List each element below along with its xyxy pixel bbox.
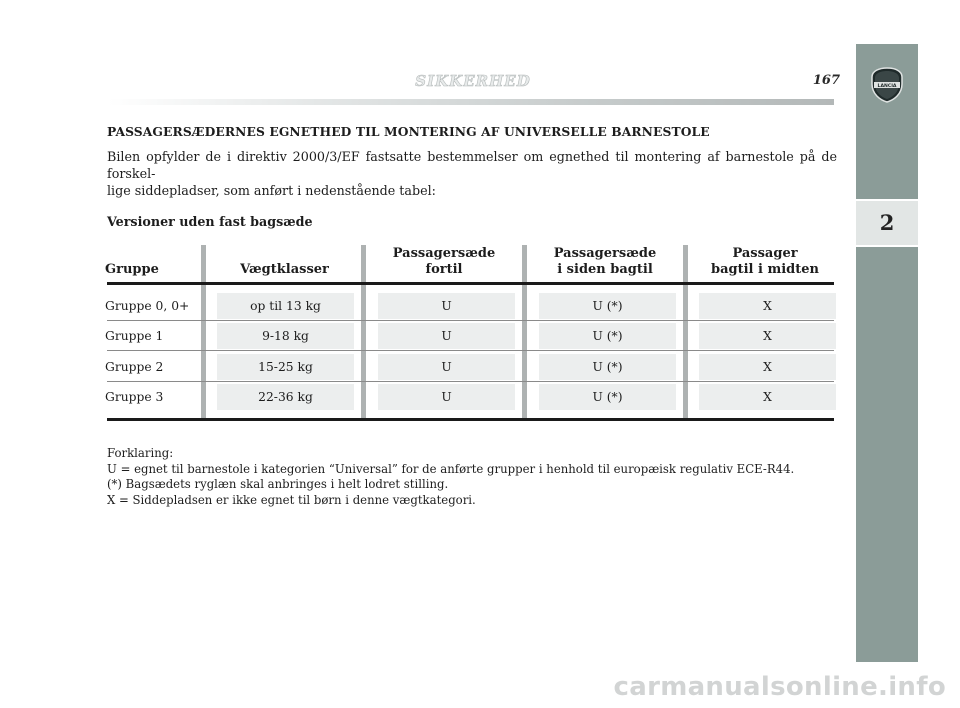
cell-siden-bagtil: U (*) [592, 299, 623, 313]
cell-fortil: U [441, 299, 452, 313]
cell-siden-bagtil: U (*) [592, 360, 623, 374]
cell-vaegtklasse: 15-25 kg [258, 360, 313, 374]
page-number: 167 [812, 73, 840, 88]
intro-line: lige siddepladser, som anført i nedenstående tabel: [107, 183, 436, 198]
cell-midten: X [763, 360, 772, 374]
column-separator [201, 245, 206, 419]
header-passagersaede-fortil: Passagersæde fortil [392, 246, 496, 277]
column-separator [361, 245, 366, 419]
cell-fortil: U [441, 360, 452, 374]
header-rule [108, 99, 834, 105]
row-divider [107, 320, 834, 321]
cell-midten: X [763, 390, 772, 404]
row-divider [107, 381, 834, 382]
legend-line-u: U = egnet til barnestole i kategorien “Universal” for de anførte grupper i henhold til europæisk regulativ ECE-R44. [107, 461, 795, 476]
cell-fortil: U [441, 390, 452, 404]
document-heading: PASSAGERSÆDERNES EGNETHED TIL MONTERING AF UNIVERSELLE BARNESTOLE [107, 124, 710, 139]
cell-vaegtklasse: op til 13 kg [250, 299, 321, 313]
intro-paragraph [107, 148, 837, 199]
header-vaegtklasser: Vægtklasser [240, 262, 329, 277]
cell-siden-bagtil: U (*) [592, 329, 623, 343]
cell-midten: X [763, 329, 772, 343]
cell-gruppe: Gruppe 1 [105, 329, 164, 343]
watermark: carmanualsonline.info [613, 672, 946, 702]
cell-vaegtklasse: 22-36 kg [258, 390, 313, 404]
cell-siden-bagtil: U (*) [592, 390, 623, 404]
header-passager-midten: Passager bagtil i midten [711, 246, 819, 277]
row-divider [107, 350, 834, 351]
logo-text: LANCIA [877, 84, 897, 89]
legend-line-x: X = Siddepladsen er ikke egnet til børn i denne vægtkategori. [107, 492, 476, 507]
intro-line: Bilen opfylder de i direktiv 2000/3/EF fastsatte bestemmelser om egnethed til montering af barnestole på de forskel- [107, 149, 837, 181]
legend-line-star: (*) Bagsædets ryglæn skal anbringes i helt lodret stilling. [107, 477, 449, 491]
cell-gruppe: Gruppe 0, 0+ [105, 299, 190, 313]
column-separator [683, 245, 688, 419]
table-subheading: Versioner uden fast bagsæde [107, 214, 313, 229]
table-bottom-rule [107, 418, 834, 421]
lancia-shield-logo-icon [870, 67, 904, 103]
section-title: SIKKERHED [415, 72, 531, 90]
legend [107, 446, 794, 508]
header-passagersaede-siden: Passagersæde i siden bagtil [553, 246, 657, 277]
header-gruppe: Gruppe [105, 262, 159, 277]
chapter-tab[interactable]: 2 [856, 201, 918, 245]
cell-fortil: U [441, 329, 452, 343]
column-separator [522, 245, 527, 419]
cell-gruppe: Gruppe 2 [105, 360, 164, 374]
cell-vaegtklasse: 9-18 kg [262, 329, 309, 343]
legend-title: Forklaring: [107, 446, 174, 460]
sidebar-bottom-block [856, 247, 918, 662]
cell-gruppe: Gruppe 3 [105, 390, 164, 404]
table-top-rule [107, 282, 834, 285]
cell-midten: X [763, 299, 772, 313]
